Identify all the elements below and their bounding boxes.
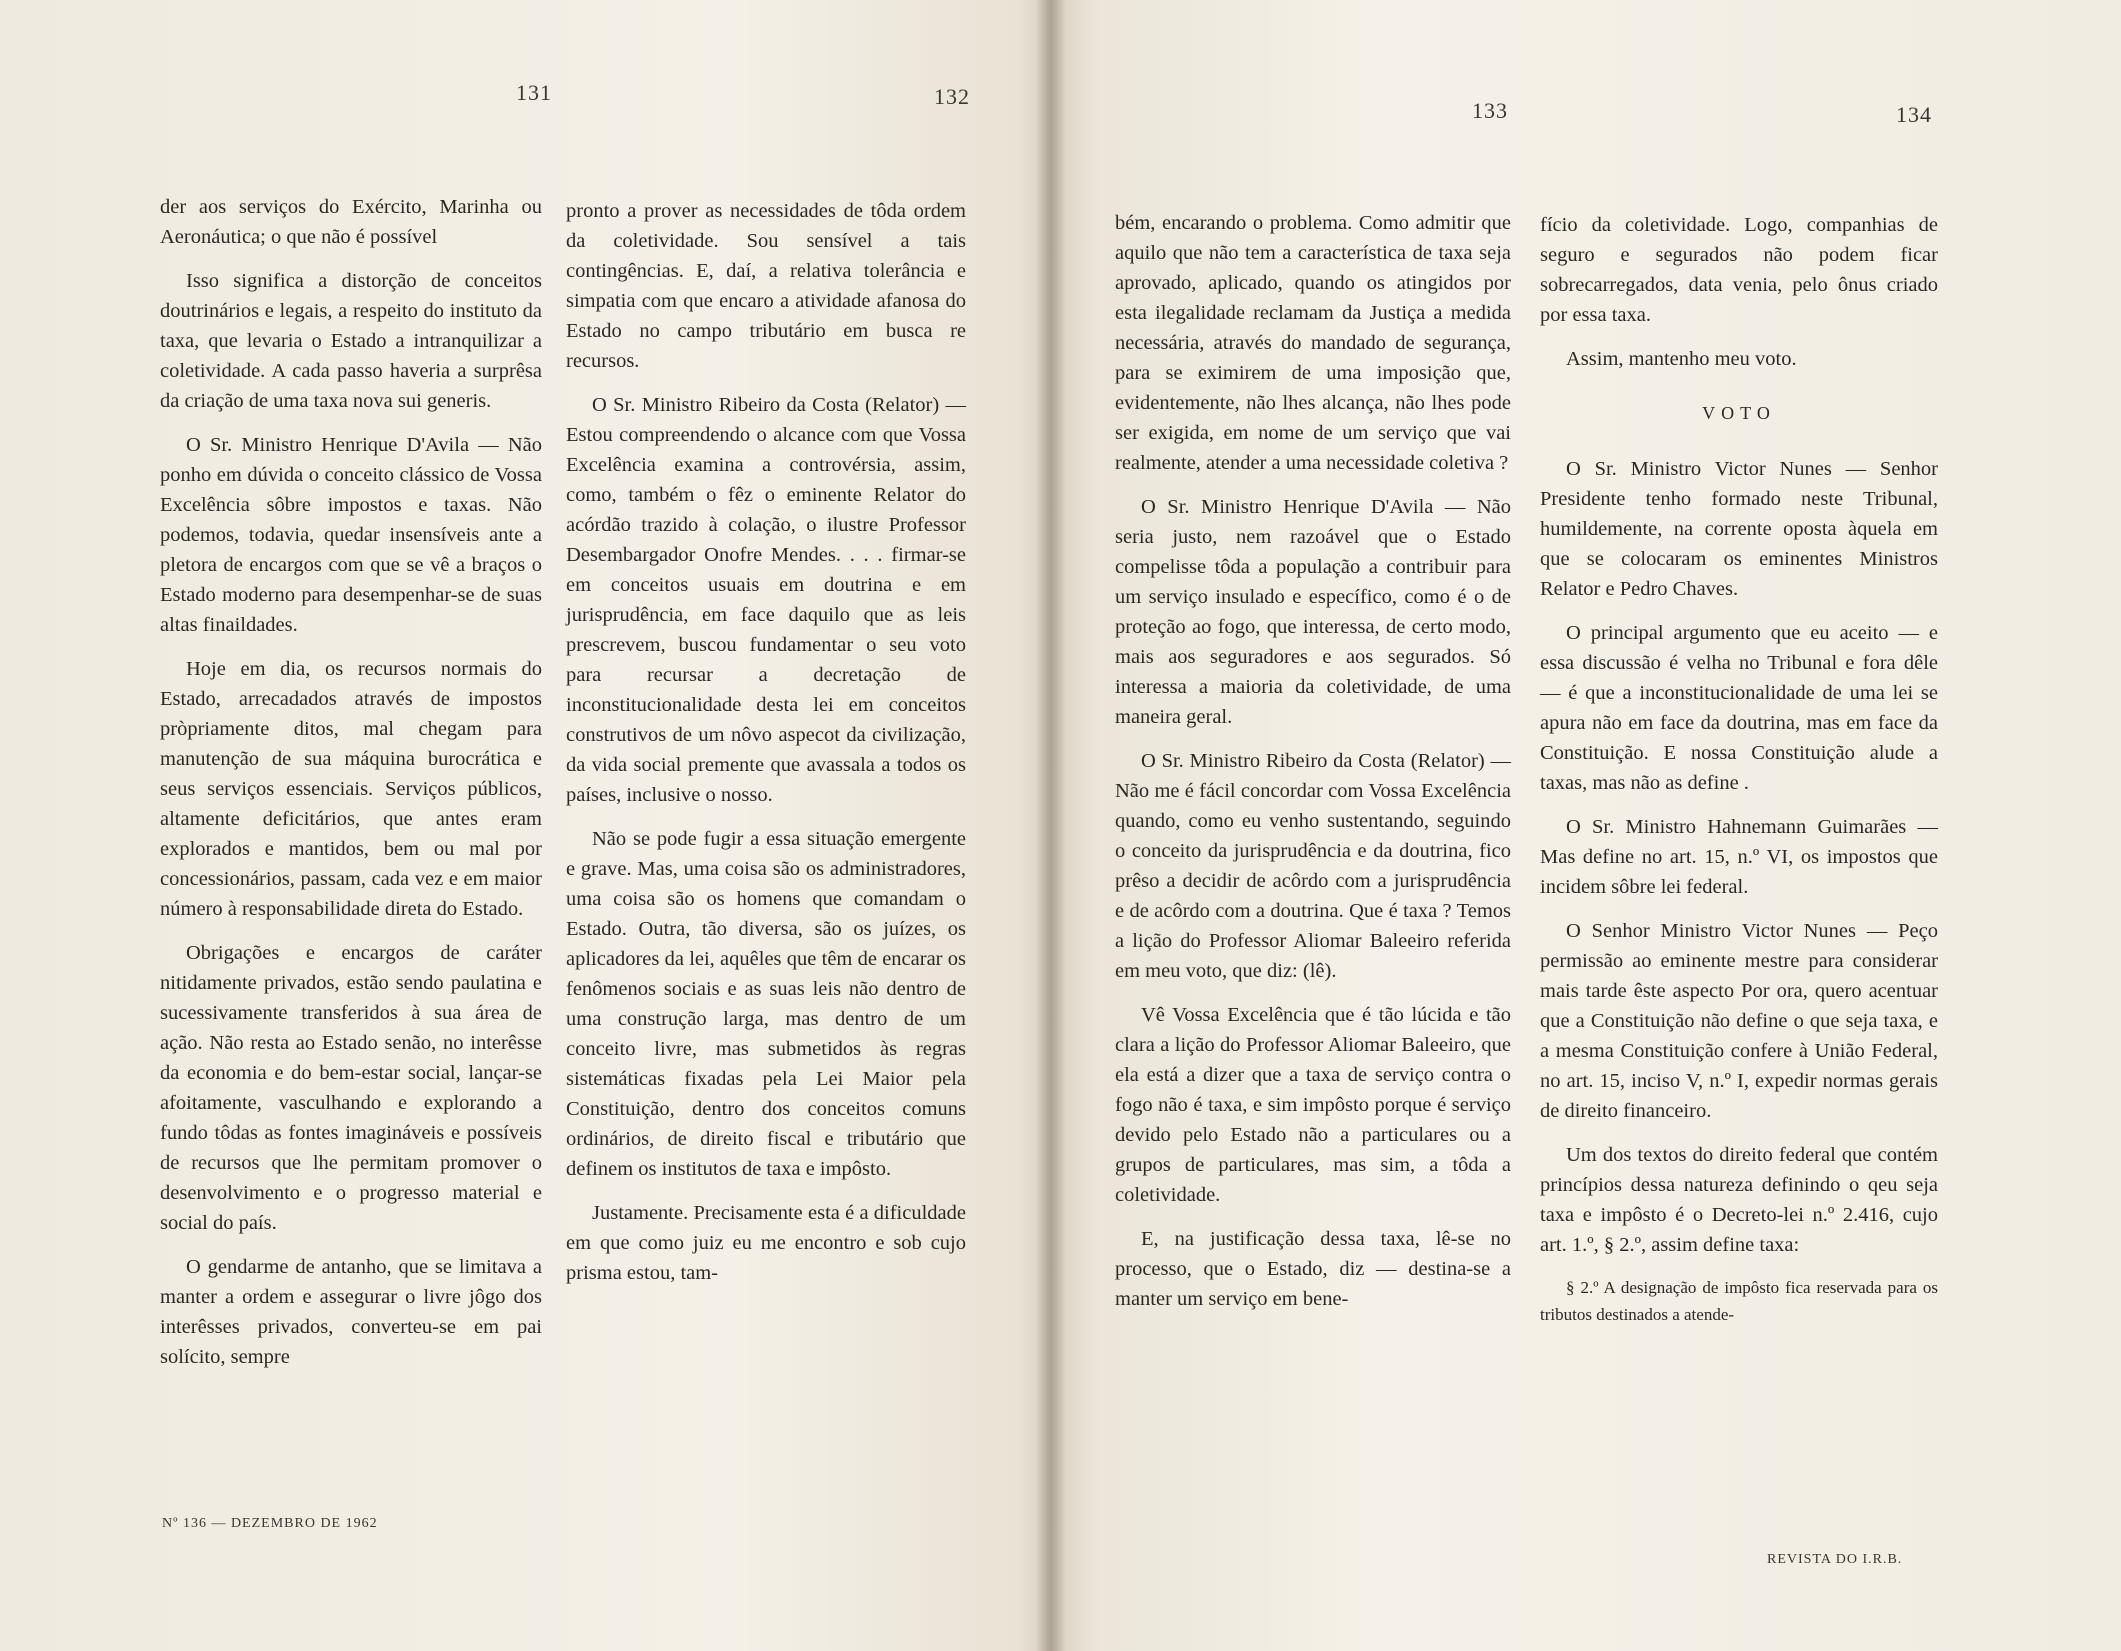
page-number-131: 131	[516, 80, 552, 105]
paragraph: O Sr. Ministro Hahnemann Guimarães — Mas define no art. 15, n.º VI, os impostos que incidem sôbre lei federal.	[1540, 816, 1938, 898]
footer-issue-date: Nº 136 — DEZEMBRO DE 1962	[162, 1516, 378, 1531]
column-page-131	[160, 192, 542, 1386]
paragraph: der aos serviços do Exército, Marinha ou Aeronáutica; o que não é possível	[160, 196, 542, 248]
paragraph: Um dos textos do direito federal que contém princípios dessa natureza definindo o qeu seja taxa e impôsto é o Decreto-lei n.º 2.416, cujo art. 1.º, § 2.º, assim define taxa:	[1540, 1144, 1938, 1256]
paragraph: O Sr. Ministro Ribeiro da Costa (Relator) — Não me é fácil concordar com Vossa Excelência quando, como eu venho sustentando, seguindo o conceito da jurisprudência e da doutrina, fico prêso a decidir de acôrdo com a jurisprudência e de acôrdo com a doutrina. Que é taxa ? Temos a lição do Professor Aliomar Baleeiro referida em meu voto, que diz: (lê).	[1115, 750, 1511, 982]
page-number-132: 132	[934, 84, 970, 109]
paragraph: O Sr. Ministro Henrique D'Avila — Não seria justo, nem razoável que o Estado compelisse tôda a população a contribuir para um serviço insulado e específico, como é o de proteção ao fogo, que interessa, de certo modo, mais aos seguradores e aos segurados. Só interessa a maioria da coletividade, de uma maneira geral.	[1115, 496, 1511, 728]
footer-journal-name: REVISTA DO I.R.B.	[1767, 1552, 1903, 1567]
paragraph: Não se pode fugir a essa situação emergente e grave. Mas, uma coisa são os administradores, uma coisa são os homens que comandam o Estado. Outra, tão diversa, são os juízes, os aplicadores da lei, aquêles que têm de encarar os fenômenos sociais e as suas leis não dentro de uma construção larga, mas dentro de um conceito livre, mas submetidos às regras sistemáticas fixadas pela Lei Maior pela Constituição, dentro dos conceitos comuns ordinários, de direito fiscal e tributário que definem os institutos de taxa e impôsto.	[566, 828, 966, 1180]
paragraph: Justamente. Precisamente esta é a dificuldade em que como juiz eu me encontro e sob cujo prisma estou, tam-	[566, 1202, 966, 1284]
page-number-134: 134	[1896, 102, 1932, 127]
paragraph: fício da coletividade. Logo, companhias de seguro e segurados não podem ficar sobrecarregados, data venia, pelo ônus criado por essa taxa.	[1540, 214, 1938, 326]
paragraph: O gendarme de antanho, que se limitava a manter a ordem e assegurar o livre jôgo dos interêsses privados, converteu-se em pai solícito, sempre	[160, 1256, 542, 1368]
book-gutter	[1036, 0, 1066, 1651]
paragraph: O Sr. Ministro Ribeiro da Costa (Relator) — Estou compreendendo o alcance com que Vossa Excelência examina a controvérsia, assim, como, também o fêz o eminente Relator do acórdão trazido à colação, o ilustre Professor Desembargador Onofre Mendes. . . . firmar-se em conceitos usuais em doutrina e em jurisprudência, em face daquilo que as leis prescrevem, buscou fundamentar o seu voto para recursar a decretação de inconstitucionalidade desta lei em conceitos construtivos de um nôvo aspecot da civilização, da vida social premente que avassala a todos os países, inclusive o nosso.	[566, 394, 966, 806]
paragraph: O Sr. Ministro Henrique D'Avila — Não ponho em dúvida o conceito clássico de Vossa Excelência sôbre impostos e taxas. Não podemos, todavia, quedar insensíveis ante a pletora de encargos com que se vê a braços o Estado moderno para desempenhar-se de suas altas finaildades.	[160, 434, 542, 636]
paragraph: Isso significa a distorção de conceitos doutrinários e legais, a respeito do instituto da taxa, que levaria o Estado a intranquilizar a coletividade. A cada passo haveria a surprêsa da criação de uma taxa nova sui generis.	[160, 270, 542, 412]
paragraph: O Senhor Ministro Victor Nunes — Peço permissão ao eminente mestre para considerar mais tarde êste aspecto Por ora, quero acentuar que a Constituição não define o que seja taxa, e a mesma Constituição confere à União Federal, no art. 15, inciso V, n.º I, expedir normas gerais de direito financeiro.	[1540, 920, 1938, 1122]
column-page-133	[1115, 208, 1511, 1328]
paragraph: Vê Vossa Excelência que é tão lúcida e tão clara a lição do Professor Aliomar Baleeiro, que ela está a dizer que a taxa de serviço contra o fogo não é taxa, e sim impôsto porque é serviço devido pelo Estado não a particulares ou a grupos de particulares, mas sim, a tôda a coletividade.	[1115, 1004, 1511, 1206]
paragraph: bém, encarando o problema. Como admitir que aquilo que não tem a característica de taxa seja aprovado, aplicado, quando os atingidos por esta ilegalidade reclamam da Justiça a medida necessária, através do mandado de segurança, para se eximirem de uma imposição que, evidentemente, não lhes alcança, não lhes pode ser exigida, em nome de um serviço que vai realmente, atender a uma necessidade coletiva ?	[1115, 212, 1511, 474]
paragraph: Hoje em dia, os recursos normais do Estado, arrecadados através de impostos pròpriamente ditos, mal chegam para manutenção de sua máquina burocrática e seus serviços essenciais. Serviços públicos, altamente deficitários, que antes eram explorados e mantidos, bem ou mal por concessionários, passam, cada vez e em maior número à responsabilidade direta do Estado.	[160, 658, 542, 920]
paragraph: O Sr. Ministro Victor Nunes — Senhor Presidente tenho formado neste Tribunal, humildemente, na corrente oposta àquela em que se colocaram os eminentes Ministros Relator e Pedro Chaves.	[1540, 458, 1938, 600]
paragraph: Obrigações e encargos de caráter nitidamente privados, estão sendo paulatina e sucessivamente transferidos à sua área de ação. Não resta ao Estado senão, no interêsse da economia e do bem-estar social, lançar-se afoitamente, vasculhando e explorando a fundo tôdas as fontes imagináveis e possíveis de recursos que lhe permitam promover o desenvolvimento e o progresso material e social do país.	[160, 942, 542, 1234]
paragraph: O principal argumento que eu aceito — e essa discussão é velha no Tribunal e fora dêle — é que a inconstitucionalidade de uma lei se apura não em face da doutrina, mas em face da Constituição. E nossa Constituição alude a taxas, mas não as define .	[1540, 622, 1938, 794]
quoted-paragraph: § 2.º A designação de impôsto fica reservada para os tributos destinados a atende-	[1540, 1278, 1938, 1324]
paragraph: pronto a prover as necessidades de tôda ordem da coletividade. Sou sensível a tais contingências. E, daí, a relativa tolerância e simpatia com que encaro a atividade afanosa do Estado no campo tributário em busca re recursos.	[566, 200, 966, 372]
column-page-134	[1540, 210, 1938, 1342]
column-page-132	[566, 196, 966, 1302]
page-number-133: 133	[1472, 98, 1508, 123]
paragraph: Assim, mantenho meu voto.	[1566, 348, 1797, 370]
section-heading-voto: VOTO	[1702, 403, 1776, 423]
paragraph: E, na justificação dessa taxa, lê-se no processo, que o Estado, diz — destina-se a manter um serviço em bene-	[1115, 1228, 1511, 1310]
